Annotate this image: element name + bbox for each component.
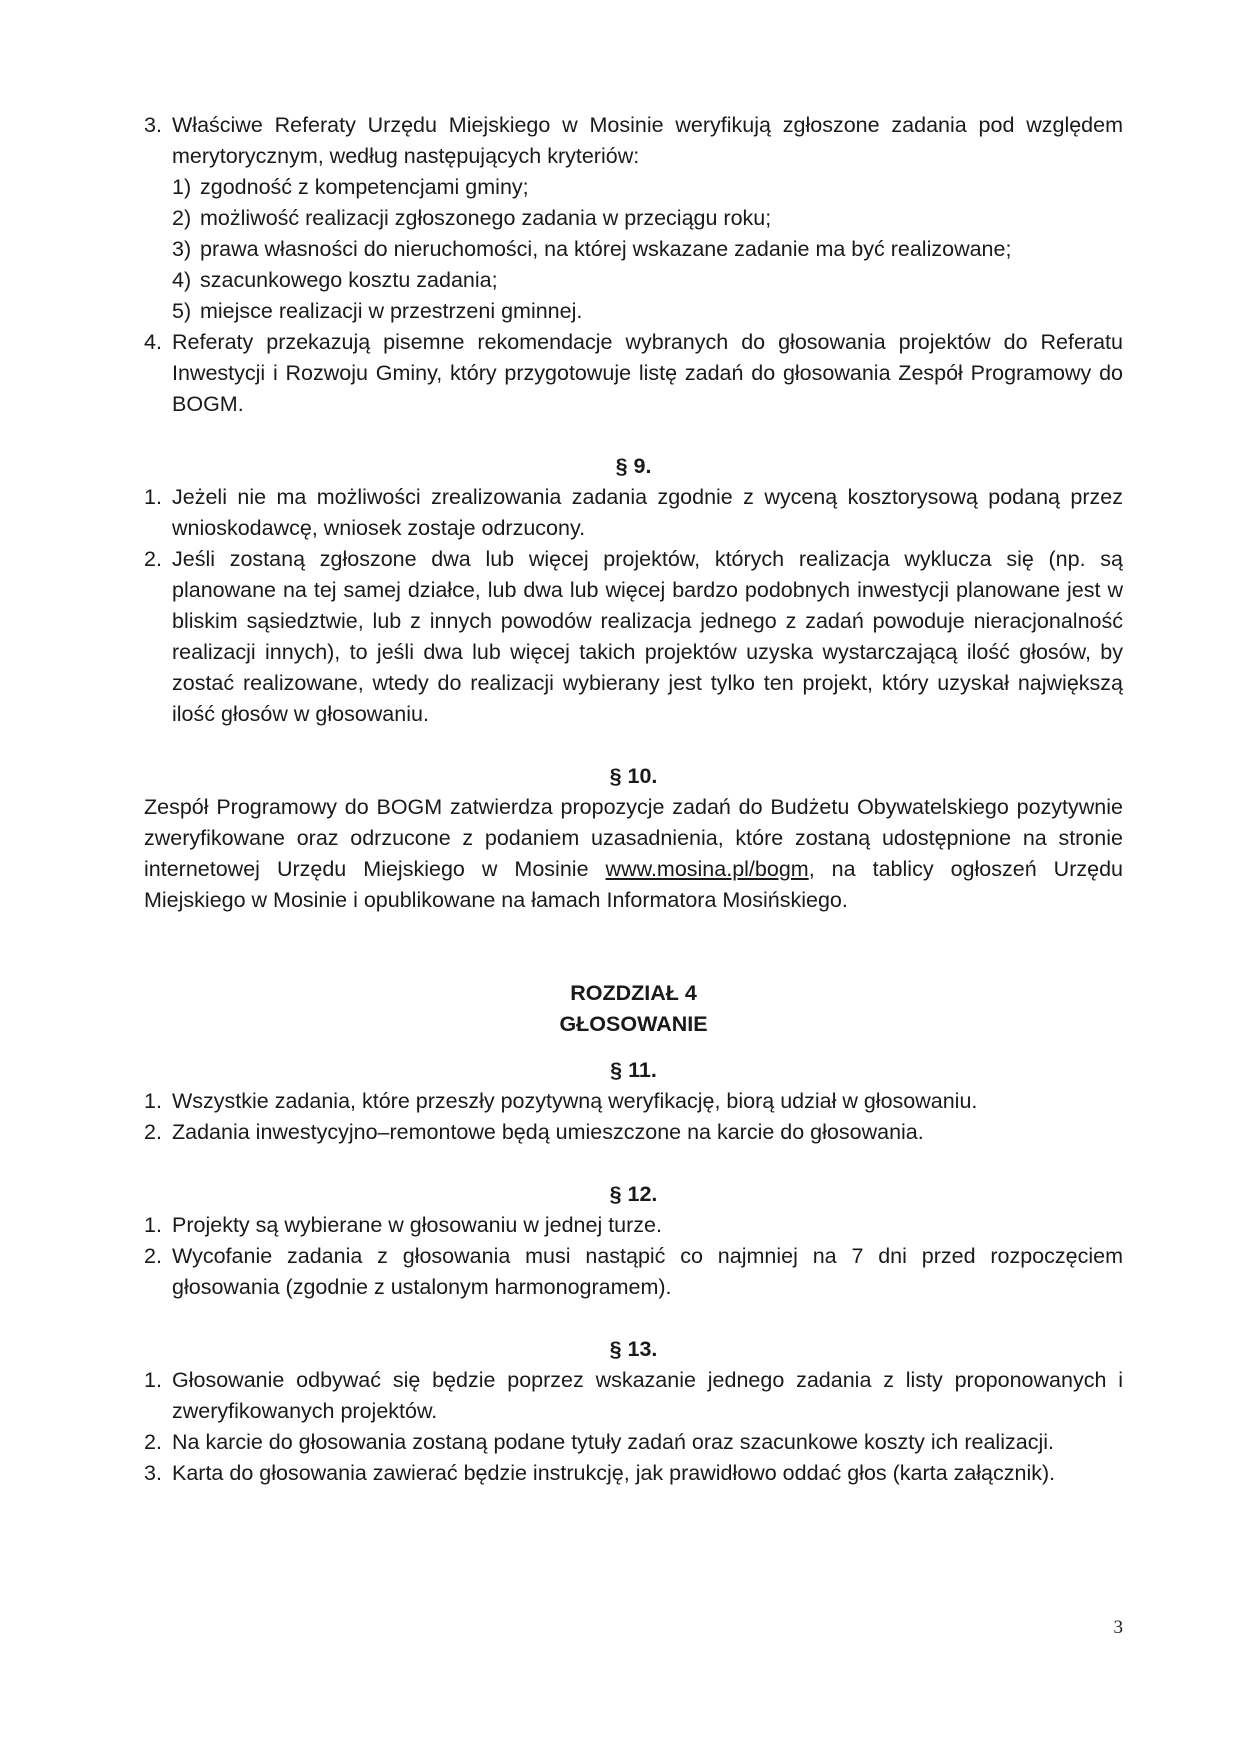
criteria-number: 4) <box>172 268 192 292</box>
item-number: 2. <box>144 1120 162 1144</box>
item-text: Projekty są wybierane w głosowaniu w jednej turze. <box>172 1213 662 1237</box>
criteria-item <box>172 234 1123 265</box>
item-text: Wszystkie zadania, które przeszły pozytywną weryfikację, biorą udział w głosowaniu. <box>172 1089 978 1113</box>
list-item <box>144 1365 1123 1427</box>
criteria-number: 1) <box>172 175 192 199</box>
page-number: 3 <box>1113 1617 1123 1638</box>
criteria-text: możliwość realizacji zgłoszonego zadania w przeciągu roku; <box>200 206 772 230</box>
section-10-text-before: Zespół Programowy do BOGM zatwierdza propozycje zadań do Budżetu Obywatelskiego pozytywnie zweryfikowane oraz odrzucone z podaniem uzasadnienia, które zostaną udostępnione na stronie internetowej Urzędu Miejskiego w Mosinie <box>144 795 1123 881</box>
item-number: 1. <box>144 1089 162 1113</box>
section-10-title: § 10. <box>609 764 658 788</box>
list-item <box>144 1210 1123 1241</box>
list-item <box>144 1241 1123 1303</box>
list-item <box>144 482 1123 544</box>
section-11-title: § 11. <box>610 1058 657 1082</box>
criteria-text: zgodność z kompetencjami gminy; <box>200 175 529 199</box>
item-number: 2. <box>144 547 162 571</box>
section-10-text <box>144 792 1123 916</box>
list-item <box>144 1117 1123 1148</box>
item-number: 2. <box>144 1430 162 1454</box>
criteria-number: 5) <box>172 299 192 323</box>
item-text: Na karcie do głosowania zostaną podane tytuły zadań oraz szacunkowe koszty ich realizacji. <box>172 1430 1054 1454</box>
item-text: Wycofanie zadania z głosowania musi nastąpić co najmniej na 7 dni przed rozpoczęciem głosowania (zgodnie z ustalonym harmonogramem). <box>172 1244 1123 1299</box>
item-text: Referaty przekazują pisemne rekomendacje wybranych do głosowania projektów do Referatu Inwestycji i Rozwoju Gminy, który przygotowuje listę zadań do głosowania Zespół Programowy do BOGM. <box>172 330 1123 416</box>
chapter-title: ROZDZIAŁ 4 <box>570 981 697 1005</box>
criteria-number: 3) <box>172 237 192 261</box>
criteria-item <box>172 172 1123 203</box>
item-text: Głosowanie odbywać się będzie poprzez wskazanie jednego zadania z listy proponowanych i zweryfikowanych projektów. <box>172 1368 1123 1423</box>
section-9-title: § 9. <box>615 454 652 478</box>
item-text: Jeśli zostaną zgłoszone dwa lub więcej projektów, których realizacja wyklucza się (np. są planowane na tej samej działce, lub dwa lub więcej bardzo podobnych inwestycji planowane jest w bliskim sąsiedztwie, lub z innych powodów realizacja jednego z zadań powoduje nieracjonalność realizacji innych), to jeśli dwa lub więcej takich projektów uzyska wystarczającą ilość głosów, by zostać realizowane, wtedy do realizacji wybierany jest tylko ten projekt, który uzyskał największą ilość głosów w głosowaniu. <box>172 547 1123 726</box>
section-13-list <box>144 1365 1123 1489</box>
criteria-list <box>172 172 1123 327</box>
item-number: 1. <box>144 1368 162 1392</box>
criteria-text: prawa własności do nieruchomości, na której wskazane zadanie ma być realizowane; <box>200 237 1012 261</box>
item-number: 1. <box>144 485 162 509</box>
item-number: 4. <box>144 330 162 354</box>
list-item <box>144 110 1123 327</box>
section-12-title: § 12. <box>609 1182 658 1206</box>
item-text: Karta do głosowania zawierać będzie instrukcję, jak prawidłowo oddać głos (karta załącznik). <box>172 1461 1056 1485</box>
list-item <box>144 544 1123 730</box>
item-number: 1. <box>144 1213 162 1237</box>
section-9-list <box>144 482 1123 730</box>
item-text: Jeżeli nie ma możliwości zrealizowania zadania zgodnie z wyceną kosztorysową podaną przez wnioskodawcę, wniosek zostaje odrzucony. <box>172 485 1123 540</box>
criteria-text: miejsce realizacji w przestrzeni gminnej. <box>200 299 583 323</box>
list-item <box>144 1427 1123 1458</box>
criteria-number: 2) <box>172 206 192 230</box>
list-item <box>144 327 1123 420</box>
list-item <box>144 1458 1123 1489</box>
item-number: 3. <box>144 1461 162 1485</box>
chapter-subtitle: GŁOSOWANIE <box>559 1012 708 1036</box>
list-item <box>144 1086 1123 1117</box>
criteria-item <box>172 265 1123 296</box>
section-12-list <box>144 1210 1123 1303</box>
criteria-item <box>172 203 1123 234</box>
section-13-title: § 13. <box>609 1337 658 1361</box>
criteria-text: szacunkowego kosztu zadania; <box>200 268 498 292</box>
criteria-item <box>172 296 1123 327</box>
item-number: 3. <box>144 113 162 137</box>
item-number: 2. <box>144 1244 162 1268</box>
section-10-text-after: , na tablicy ogłoszeń Urzędu Miejskiego w Mosinie i opublikowane na łamach Informatora Mosińskiego. <box>144 857 1123 912</box>
bogm-link[interactable]: www.mosina.pl/bogm <box>605 857 809 881</box>
section-11-list <box>144 1086 1123 1148</box>
item-text: Właściwe Referaty Urzędu Miejskiego w Mosinie weryfikują zgłoszone zadania pod względem merytorycznym, według następujących kryteriów: <box>172 113 1123 168</box>
section-8-continuation <box>144 110 1123 420</box>
item-text: Zadania inwestycyjno–remontowe będą umieszczone na karcie do głosowania. <box>172 1120 924 1144</box>
